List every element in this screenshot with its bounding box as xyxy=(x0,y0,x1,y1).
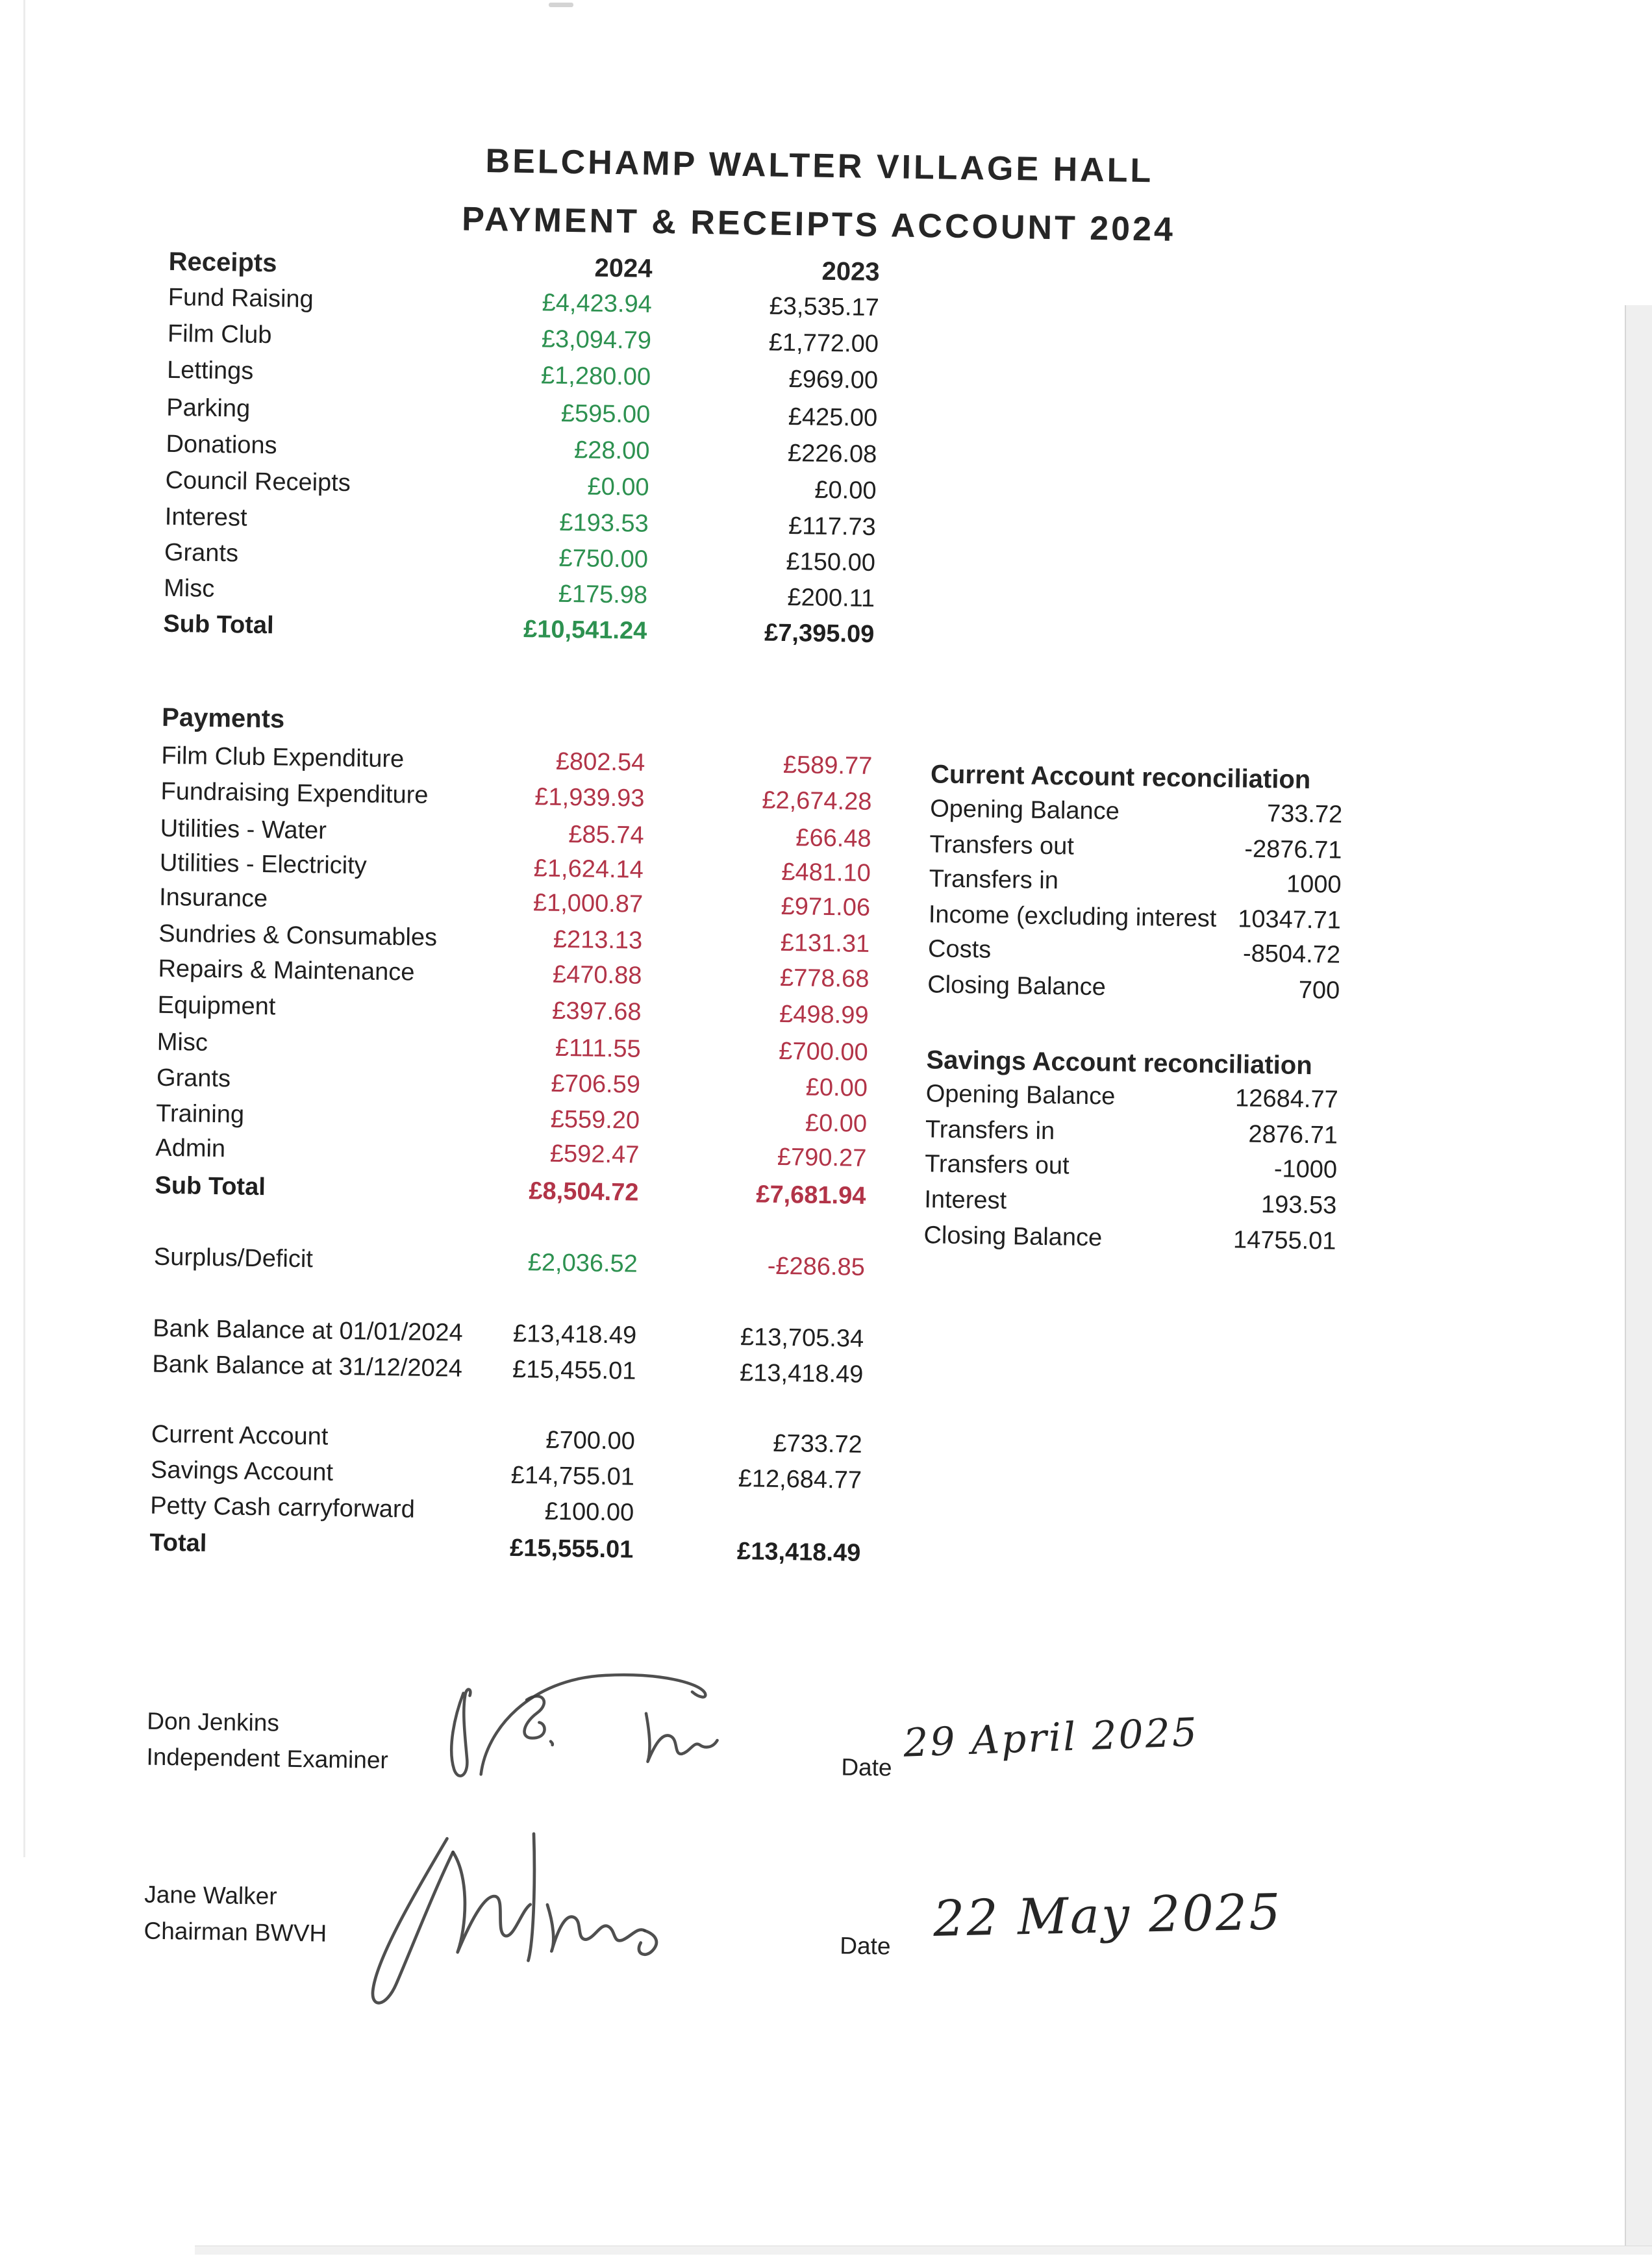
row-label: Fund Raising xyxy=(168,283,314,314)
value-2024: £8,504.72 xyxy=(529,1177,639,1207)
recon-row xyxy=(925,1080,1342,1120)
value-2023: £66.48 xyxy=(795,824,871,853)
recon-row xyxy=(928,935,1344,975)
savings-recon-title xyxy=(926,1046,1342,1085)
chairman-name: Jane Walker xyxy=(144,1881,277,1910)
row-label: Repairs & Maintenance xyxy=(158,955,415,986)
payments-row xyxy=(157,992,872,1036)
recon-value: 2876.71 xyxy=(1248,1120,1338,1149)
row-label: Donations xyxy=(166,430,277,460)
value-2024: £193.53 xyxy=(559,508,649,538)
recon-row xyxy=(924,1186,1340,1225)
row-label: Transfers in xyxy=(929,865,1059,895)
value-2023: £13,705.34 xyxy=(740,1323,864,1353)
value-2023: £7,395.09 xyxy=(764,619,875,649)
recon-row xyxy=(929,865,1345,905)
row-label: Utilities - Electricity xyxy=(159,849,368,880)
row-label: Insurance xyxy=(158,883,268,913)
value-2023: £733.72 xyxy=(773,1429,863,1459)
examiner-date-label: Date xyxy=(841,1753,892,1781)
value-2023: £200.11 xyxy=(787,584,875,613)
recon-value: 700 xyxy=(1298,976,1340,1005)
recon-value: 1000 xyxy=(1286,870,1342,899)
value-2024: £0.00 xyxy=(587,473,649,501)
value-2023: £790.27 xyxy=(777,1143,867,1172)
recon-value: 14755.01 xyxy=(1233,1226,1336,1255)
value-2024: £470.88 xyxy=(552,960,642,990)
page-title-line2: PAYMENT & RECEIPTS ACCOUNT 2024 xyxy=(461,200,1176,249)
payments-header-row xyxy=(162,703,877,747)
row-label: Opening Balance xyxy=(925,1080,1116,1110)
signature-don-jenkins xyxy=(393,1653,758,1803)
row-label: Lettings xyxy=(166,356,254,385)
row-label: Bank Balance at 31/12/2024 xyxy=(152,1350,463,1383)
row-label: Misc xyxy=(163,574,215,603)
row-label: Interest xyxy=(164,503,247,532)
value-2024: £706.59 xyxy=(551,1070,641,1099)
value-2024: £213.13 xyxy=(553,925,643,955)
recon-row xyxy=(930,795,1346,834)
row-label: Transfers in xyxy=(925,1116,1055,1146)
recon-row xyxy=(929,831,1345,870)
value-2023: £1,772.00 xyxy=(768,329,879,358)
value-2024: £750.00 xyxy=(558,544,649,573)
column-header-2023: 2023 xyxy=(821,257,880,287)
row-label: Transfers out xyxy=(929,831,1075,860)
row-label: Equipment xyxy=(157,991,276,1021)
row-label: Opening Balance xyxy=(929,795,1120,825)
receipts-row xyxy=(167,357,882,401)
value-2024: £111.55 xyxy=(555,1034,642,1063)
row-label: Savings Account xyxy=(150,1456,334,1486)
page-title-line1: BELCHAMP WALTER VILLAGE HALL xyxy=(485,142,1154,190)
value-2023: £7,681.94 xyxy=(756,1181,866,1210)
value-2024: £10,541.24 xyxy=(523,616,647,645)
section-title: Savings Account reconciliation xyxy=(926,1046,1313,1081)
section-title: Current Account reconciliation xyxy=(930,760,1311,795)
column-header-2024: 2024 xyxy=(594,253,653,283)
current-recon-title xyxy=(931,760,1347,799)
value-2023: £131.31 xyxy=(780,929,870,958)
value-2024: £3,094.79 xyxy=(541,325,652,355)
recon-row xyxy=(927,971,1344,1010)
value-2024: £595.00 xyxy=(560,399,651,429)
value-2023: £498.99 xyxy=(779,1000,869,1029)
value-2023: £0.00 xyxy=(814,476,877,505)
row-label: Grants xyxy=(156,1064,231,1093)
value-2024: £100.00 xyxy=(544,1497,634,1527)
row-label: Misc xyxy=(156,1028,208,1057)
value-2023: £226.08 xyxy=(787,440,877,469)
recon-row xyxy=(925,1150,1341,1190)
recon-row xyxy=(925,1116,1342,1155)
examiner-role: Independent Examiner xyxy=(146,1743,389,1774)
recon-value: 733.72 xyxy=(1266,800,1343,829)
row-label: Sundries & Consumables xyxy=(158,920,438,952)
value-2024: £1,280.00 xyxy=(540,362,651,391)
scan-edge-bottom xyxy=(195,2246,1652,2255)
examiner-date-handwritten: 29 April 2025 xyxy=(902,1709,1200,1766)
value-2023: £481.10 xyxy=(781,858,871,887)
row-label: Admin xyxy=(155,1134,226,1163)
value-2023: £150.00 xyxy=(786,547,876,577)
value-2023: £12,684.77 xyxy=(738,1465,862,1494)
recon-value: 193.53 xyxy=(1260,1190,1337,1220)
value-2023: £969.00 xyxy=(788,366,879,395)
row-label: Utilities - Water xyxy=(160,814,327,845)
value-2024: £15,555.01 xyxy=(509,1534,634,1564)
value-2023: £700.00 xyxy=(779,1037,869,1066)
value-2024: £175.98 xyxy=(558,580,648,609)
value-2023: £13,418.49 xyxy=(739,1359,864,1388)
scan-edge-right xyxy=(1625,305,1652,2255)
row-label: Closing Balance xyxy=(927,971,1107,1001)
row-label: Transfers out xyxy=(924,1150,1070,1180)
row-label: Closing Balance xyxy=(923,1221,1103,1252)
row-label: Bank Balance at 01/01/2024 xyxy=(152,1314,464,1347)
row-label: Current Account xyxy=(151,1420,329,1451)
scan-artifact-mark xyxy=(549,3,573,7)
value-2024: £15,455.01 xyxy=(512,1355,636,1385)
value-2024: £2,036.52 xyxy=(527,1249,638,1278)
value-2023: £971.06 xyxy=(781,892,871,921)
value-2023: £589.77 xyxy=(782,751,873,780)
row-label: Interest xyxy=(924,1186,1007,1215)
recon-value: -1000 xyxy=(1273,1155,1338,1184)
row-label: Surplus/Deficit xyxy=(153,1243,314,1273)
row-label: Income (excluding interest xyxy=(928,901,1217,933)
value-2023: £0.00 xyxy=(805,1109,868,1138)
row-label: Fundraising Expenditure xyxy=(160,777,429,809)
value-2024: £802.54 xyxy=(555,747,645,777)
payments-section-title: Payments xyxy=(161,703,285,734)
recon-value: -2876.71 xyxy=(1244,835,1342,864)
recon-value: 12684.77 xyxy=(1234,1084,1339,1114)
value-2024: £13,418.49 xyxy=(512,1320,637,1349)
value-2023: £13,418.49 xyxy=(736,1538,861,1567)
recon-value: 10347.71 xyxy=(1238,905,1342,934)
value-2024: £1,624.14 xyxy=(533,855,644,884)
value-2024: £14,755.01 xyxy=(510,1461,635,1491)
row-label: Petty Cash carryforward xyxy=(149,1492,416,1523)
row-label: Grants xyxy=(164,538,239,568)
row-label: Training xyxy=(155,1099,245,1129)
row-label: Total xyxy=(149,1529,207,1557)
value-2024: £1,000.87 xyxy=(532,889,644,918)
row-label: Sub Total xyxy=(155,1171,266,1201)
total-row xyxy=(149,1529,864,1573)
examiner-name: Don Jenkins xyxy=(147,1707,280,1736)
value-2024: £700.00 xyxy=(545,1426,636,1455)
value-2024: £397.68 xyxy=(551,997,642,1026)
row-label: Costs xyxy=(927,935,992,964)
recon-value: -8504.72 xyxy=(1242,940,1341,969)
recon-row xyxy=(923,1221,1340,1261)
chairman-role: Chairman BWVH xyxy=(144,1917,327,1947)
surplus-deficit-row xyxy=(153,1244,868,1288)
payments-subtotal-row xyxy=(155,1172,870,1216)
chairman-date-handwritten: 22 May 2025 xyxy=(932,1883,1283,1948)
value-2024: £592.47 xyxy=(549,1140,640,1169)
chairman-date-label: Date xyxy=(840,1932,891,1960)
value-2024: £28.00 xyxy=(573,436,650,465)
value-2024: £1,939.93 xyxy=(534,783,645,812)
signature-jane-walker xyxy=(311,1808,717,2028)
value-2023: £117.73 xyxy=(788,512,877,542)
value-2023: -£286.85 xyxy=(767,1252,866,1281)
value-2023: £0.00 xyxy=(805,1073,868,1102)
receipts-section-title: Receipts xyxy=(168,247,277,278)
scan-edge-left xyxy=(23,0,25,1857)
row-label: Parking xyxy=(166,394,251,423)
value-2023: £2,674.28 xyxy=(762,786,872,816)
recon-row xyxy=(928,901,1344,940)
value-2024: £559.20 xyxy=(550,1105,640,1134)
value-2023: £778.68 xyxy=(779,964,870,993)
value-2024: £85.74 xyxy=(568,821,644,849)
row-label: Sub Total xyxy=(163,610,274,640)
row-label: Film Club Expenditure xyxy=(161,742,405,773)
row-label: Film Club xyxy=(167,319,272,349)
value-2024: £4,423.94 xyxy=(542,289,653,318)
value-2023: £3,535.17 xyxy=(769,292,880,322)
row-label: Council Receipts xyxy=(165,466,351,497)
value-2023: £425.00 xyxy=(788,403,878,432)
